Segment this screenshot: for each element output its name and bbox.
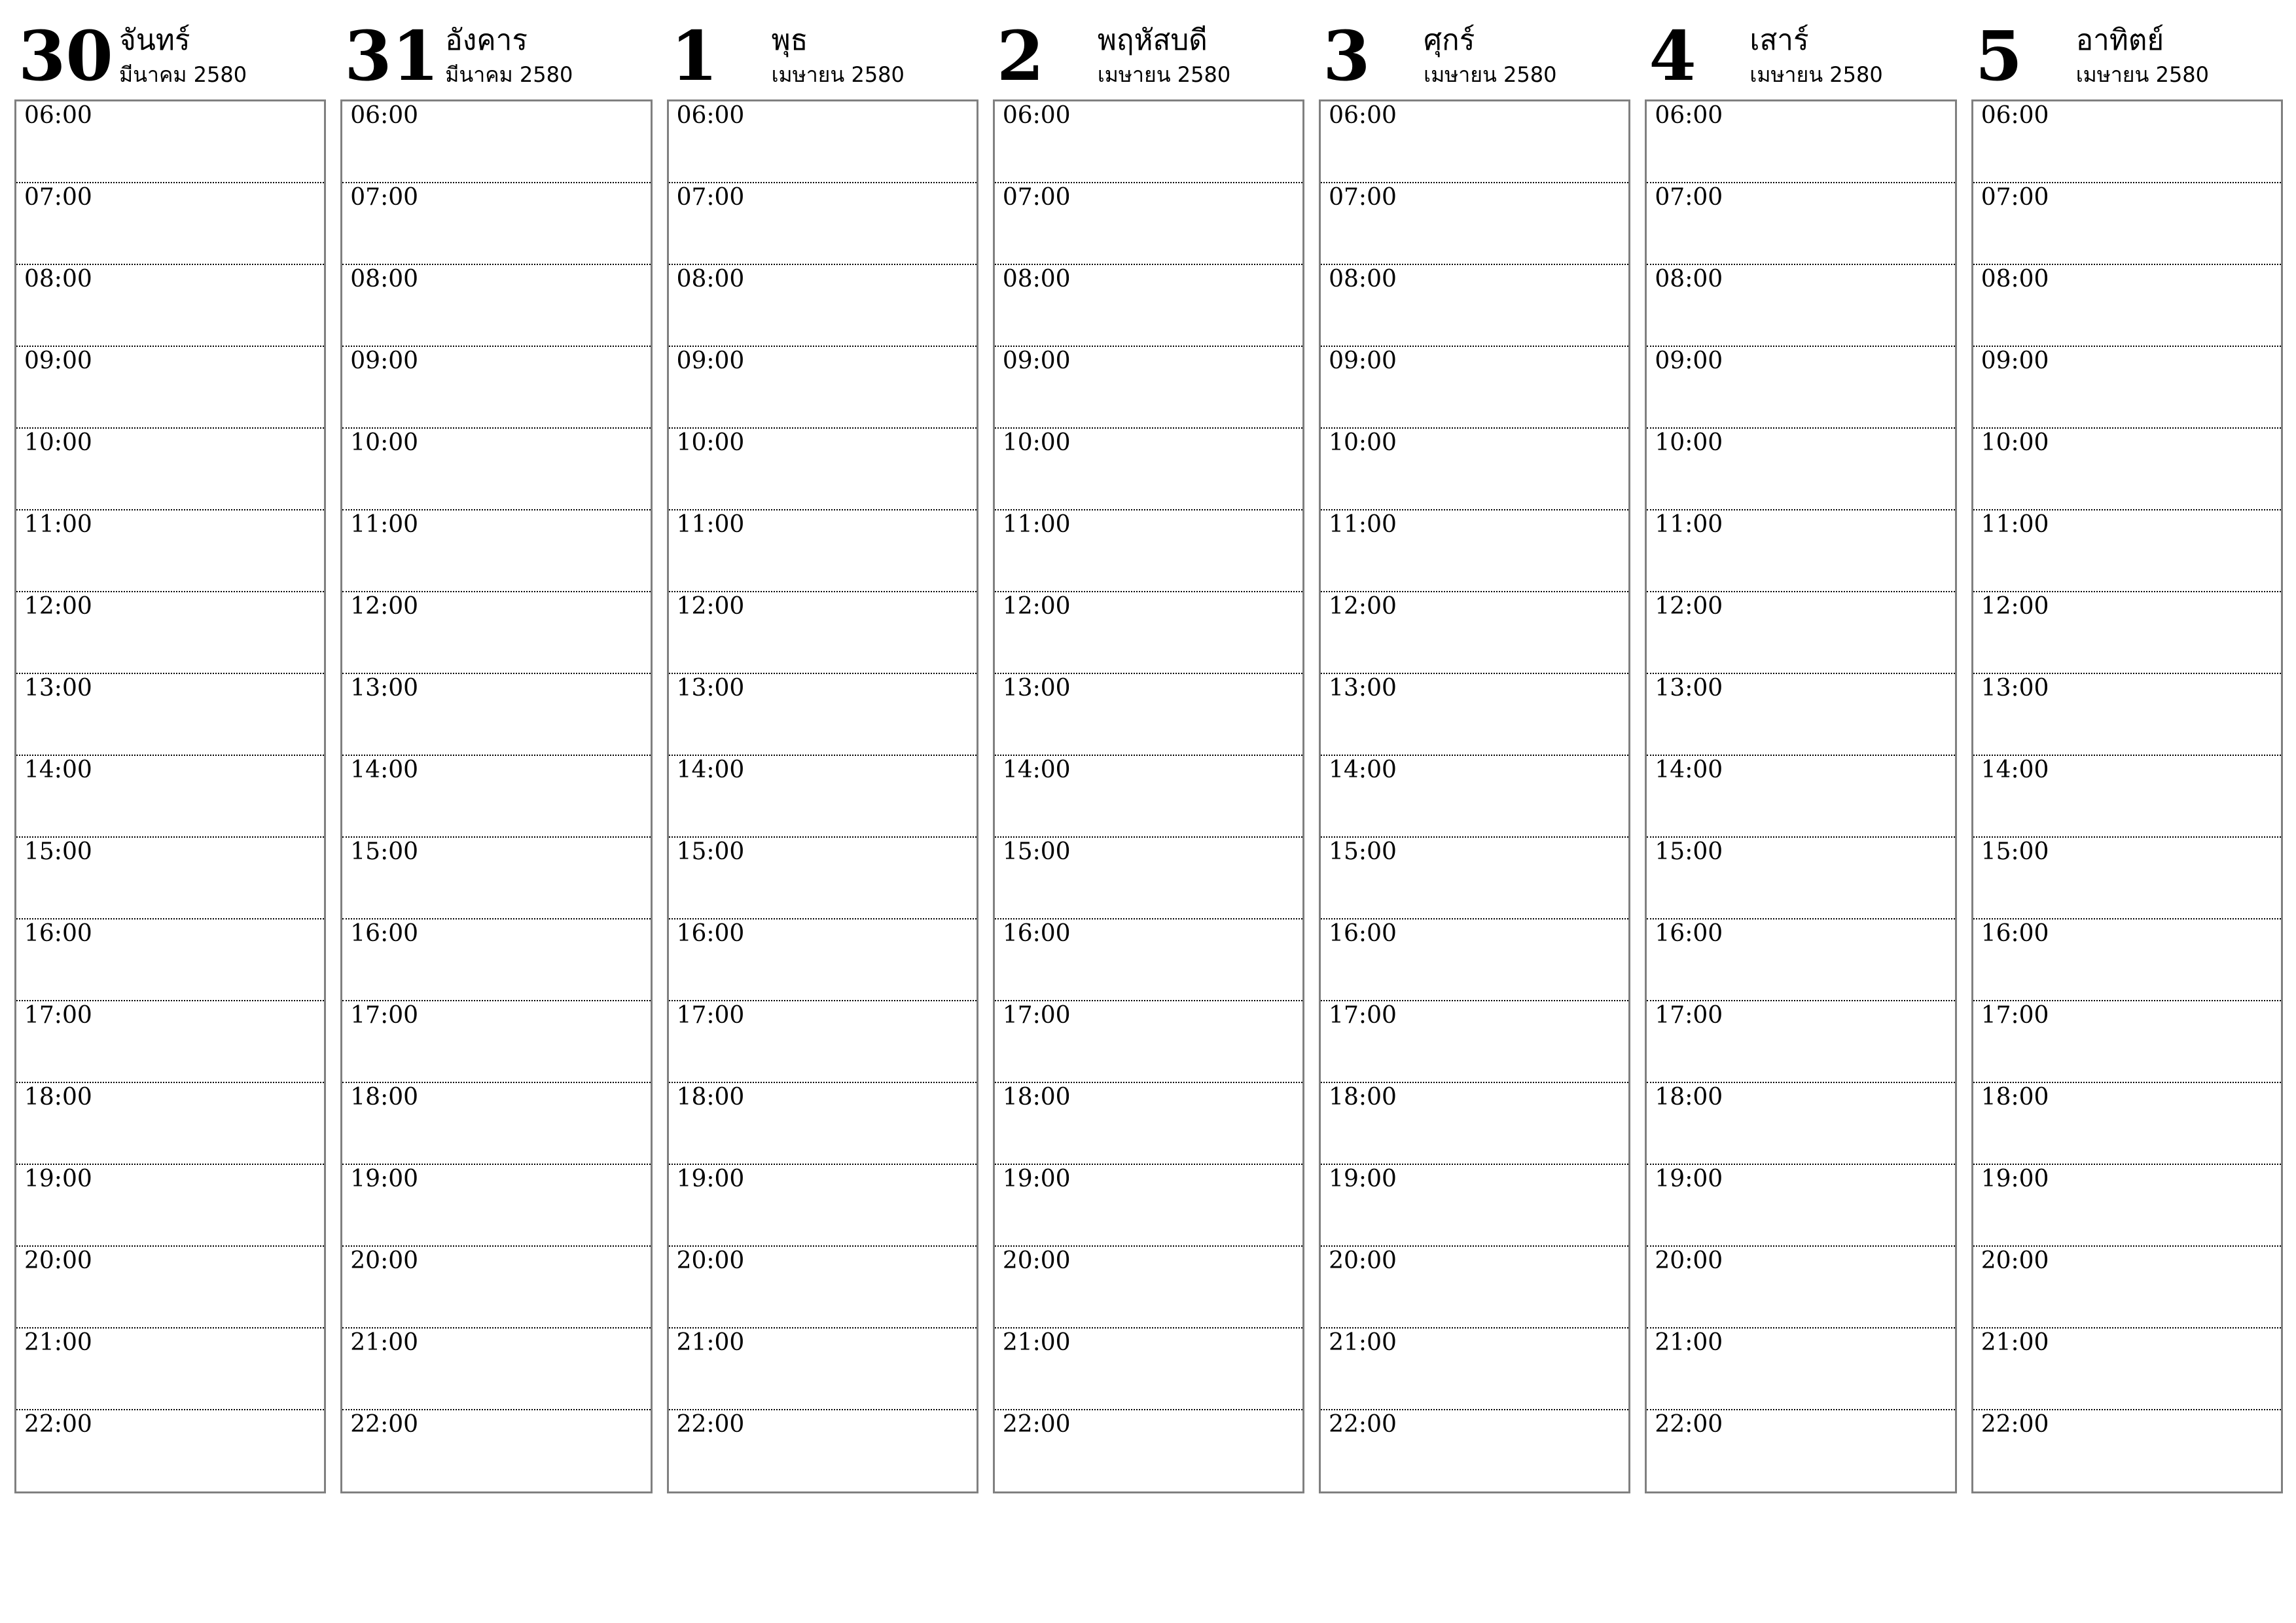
time-slot[interactable] (16, 101, 324, 183)
time-slot[interactable] (1321, 101, 1628, 183)
time-slot[interactable] (16, 510, 324, 592)
time-label: 13:00 (1981, 675, 2049, 702)
time-slot[interactable] (669, 510, 977, 592)
time-slot[interactable] (995, 592, 1302, 674)
time-slot[interactable] (342, 347, 650, 429)
time-label: 11:00 (1329, 511, 1397, 538)
time-slot[interactable] (1647, 265, 1954, 347)
time-slot[interactable] (16, 183, 324, 265)
day-header (1319, 13, 1630, 99)
time-label: 18:00 (1002, 1084, 1071, 1111)
time-label: 15:00 (1002, 838, 1071, 865)
time-label: 20:00 (676, 1247, 745, 1274)
time-slot[interactable] (995, 510, 1302, 592)
time-label: 15:00 (24, 838, 92, 865)
time-slot[interactable] (995, 838, 1302, 919)
time-slot[interactable] (1647, 429, 1954, 510)
time-slot[interactable] (342, 674, 650, 756)
day-month-year: มีนาคม 2580 (445, 62, 573, 87)
time-slot[interactable] (1321, 919, 1628, 1001)
time-slot[interactable] (342, 1083, 650, 1165)
time-slot[interactable] (16, 756, 324, 838)
time-slot[interactable] (342, 756, 650, 838)
time-slot[interactable] (342, 510, 650, 592)
day-number: 2 (996, 16, 1045, 96)
day-column (1645, 13, 1956, 1499)
time-label: 20:00 (1002, 1247, 1071, 1274)
time-slot[interactable] (669, 1247, 977, 1329)
time-label: 08:00 (1981, 266, 2049, 293)
time-label: 20:00 (1981, 1247, 2049, 1274)
time-slot[interactable] (1321, 1165, 1628, 1247)
time-label: 14:00 (1329, 757, 1397, 783)
time-slot[interactable] (1647, 1165, 1954, 1247)
time-label: 17:00 (1655, 1002, 1723, 1029)
time-label: 08:00 (24, 266, 92, 293)
time-slot[interactable] (1647, 1410, 1954, 1491)
time-label: 22:00 (24, 1411, 92, 1438)
time-slot[interactable] (1973, 592, 2281, 674)
time-label: 08:00 (1655, 266, 1723, 293)
time-label: 07:00 (1981, 184, 2049, 211)
day-name: อังคาร (445, 24, 528, 57)
time-label: 18:00 (1655, 1084, 1723, 1111)
time-slot[interactable] (16, 429, 324, 510)
day-name: อาทิตย์ (2075, 24, 2164, 57)
time-label: 10:00 (350, 429, 419, 456)
day-month-year: เมษายน 2580 (2075, 62, 2210, 87)
time-label: 07:00 (350, 184, 419, 211)
time-slot[interactable] (995, 756, 1302, 838)
time-slot[interactable] (1973, 919, 2281, 1001)
time-label: 13:00 (350, 675, 419, 702)
time-slot[interactable] (669, 919, 977, 1001)
time-slot[interactable] (1973, 1247, 2281, 1329)
time-label: 22:00 (1329, 1411, 1397, 1438)
time-slot[interactable] (342, 1001, 650, 1083)
time-label: 20:00 (350, 1247, 419, 1274)
day-number: 4 (1649, 16, 1696, 96)
time-label: 16:00 (1655, 920, 1723, 947)
time-label: 14:00 (1981, 757, 2049, 783)
day-header (1645, 13, 1956, 99)
time-label: 21:00 (350, 1329, 419, 1356)
day-schedule-box (667, 99, 978, 1493)
time-slot[interactable] (669, 674, 977, 756)
time-label: 09:00 (1329, 348, 1397, 374)
time-slot[interactable] (16, 1329, 324, 1410)
time-label: 06:00 (676, 102, 745, 129)
time-label: 12:00 (350, 593, 419, 620)
time-label: 22:00 (1002, 1411, 1071, 1438)
time-slot[interactable] (342, 183, 650, 265)
time-slot[interactable] (995, 1410, 1302, 1491)
time-label: 08:00 (1002, 266, 1071, 293)
time-label: 12:00 (1655, 593, 1723, 620)
time-label: 06:00 (350, 102, 419, 129)
day-header (340, 13, 652, 99)
time-label: 07:00 (1329, 184, 1397, 211)
time-slot[interactable] (342, 838, 650, 919)
time-label: 20:00 (1329, 1247, 1397, 1274)
time-slot[interactable] (1321, 265, 1628, 347)
time-label: 12:00 (1981, 593, 2049, 620)
day-column (14, 13, 326, 1499)
time-slot[interactable] (1973, 674, 2281, 756)
time-label: 15:00 (1329, 838, 1397, 865)
time-slot[interactable] (995, 429, 1302, 510)
time-label: 14:00 (350, 757, 419, 783)
time-slot[interactable] (1321, 1329, 1628, 1410)
time-slot[interactable] (995, 101, 1302, 183)
time-slot[interactable] (1973, 183, 2281, 265)
time-slot[interactable] (1647, 1329, 1954, 1410)
time-slot[interactable] (1321, 838, 1628, 919)
day-name: พฤหัสบดี (1097, 24, 1208, 57)
time-slot[interactable] (669, 265, 977, 347)
time-label: 17:00 (1002, 1002, 1071, 1029)
time-slot[interactable] (1647, 510, 1954, 592)
time-label: 11:00 (24, 511, 92, 538)
time-label: 09:00 (1002, 348, 1071, 374)
time-label: 17:00 (1981, 1002, 2049, 1029)
time-label: 21:00 (676, 1329, 745, 1356)
time-slot[interactable] (995, 183, 1302, 265)
time-slot[interactable] (1321, 674, 1628, 756)
time-slot[interactable] (1973, 1410, 2281, 1491)
time-slot[interactable] (342, 592, 650, 674)
time-label: 13:00 (24, 675, 92, 702)
day-month-year: เมษายน 2580 (1097, 62, 1231, 87)
time-label: 22:00 (676, 1411, 745, 1438)
time-slot[interactable] (1321, 429, 1628, 510)
time-slot[interactable] (1973, 838, 2281, 919)
time-slot[interactable] (995, 347, 1302, 429)
time-label: 21:00 (1329, 1329, 1397, 1356)
time-slot[interactable] (1321, 756, 1628, 838)
day-schedule-box (1971, 99, 2283, 1493)
time-slot[interactable] (16, 838, 324, 919)
time-slot[interactable] (1647, 1001, 1954, 1083)
day-column (667, 13, 978, 1499)
time-slot[interactable] (1647, 183, 1954, 265)
time-label: 07:00 (1002, 184, 1071, 211)
time-slot[interactable] (1647, 347, 1954, 429)
time-slot[interactable] (342, 1410, 650, 1491)
day-header (667, 13, 978, 99)
time-label: 16:00 (1981, 920, 2049, 947)
day-number: 5 (1975, 16, 2023, 96)
time-label: 07:00 (24, 184, 92, 211)
time-label: 07:00 (1655, 184, 1723, 211)
time-slot[interactable] (1973, 101, 2281, 183)
time-label: 16:00 (676, 920, 745, 947)
time-label: 22:00 (350, 1411, 419, 1438)
time-slot[interactable] (1647, 1247, 1954, 1329)
time-slot[interactable] (1321, 183, 1628, 265)
time-label: 13:00 (1329, 675, 1397, 702)
time-slot[interactable] (1647, 838, 1954, 919)
time-slot[interactable] (669, 1001, 977, 1083)
time-label: 16:00 (1329, 920, 1397, 947)
day-name: จันทร์ (119, 24, 190, 57)
day-schedule-box (14, 99, 326, 1493)
time-label: 06:00 (1655, 102, 1723, 129)
time-slot[interactable] (1321, 510, 1628, 592)
time-label: 11:00 (1655, 511, 1723, 538)
day-number: 3 (1323, 16, 1371, 96)
time-slot[interactable] (16, 265, 324, 347)
time-label: 15:00 (676, 838, 745, 865)
time-slot[interactable] (342, 429, 650, 510)
time-label: 14:00 (24, 757, 92, 783)
time-label: 12:00 (1329, 593, 1397, 620)
time-slot[interactable] (16, 674, 324, 756)
day-name: พุธ (771, 24, 808, 57)
time-label: 09:00 (1981, 348, 2049, 374)
time-label: 19:00 (676, 1166, 745, 1192)
day-number: 31 (344, 16, 440, 96)
time-label: 21:00 (1655, 1329, 1723, 1356)
time-slot[interactable] (1647, 756, 1954, 838)
time-slot[interactable] (16, 592, 324, 674)
time-label: 21:00 (24, 1329, 92, 1356)
time-slot[interactable] (995, 265, 1302, 347)
time-slot[interactable] (995, 1083, 1302, 1165)
time-slot[interactable] (669, 1165, 977, 1247)
time-label: 13:00 (676, 675, 745, 702)
time-slot[interactable] (1973, 265, 2281, 347)
time-slot[interactable] (16, 347, 324, 429)
time-label: 17:00 (676, 1002, 745, 1029)
time-slot[interactable] (16, 1001, 324, 1083)
time-label: 20:00 (1655, 1247, 1723, 1274)
time-label: 11:00 (1002, 511, 1071, 538)
time-slot[interactable] (342, 265, 650, 347)
time-slot[interactable] (1973, 1329, 2281, 1410)
time-slot[interactable] (1973, 347, 2281, 429)
time-label: 10:00 (676, 429, 745, 456)
time-slot[interactable] (1321, 1001, 1628, 1083)
time-label: 10:00 (1655, 429, 1723, 456)
time-label: 19:00 (1329, 1166, 1397, 1192)
time-label: 18:00 (24, 1084, 92, 1111)
time-label: 11:00 (350, 511, 419, 538)
time-label: 14:00 (1002, 757, 1071, 783)
time-label: 22:00 (1655, 1411, 1723, 1438)
time-label: 16:00 (350, 920, 419, 947)
time-label: 09:00 (676, 348, 745, 374)
time-slot[interactable] (1321, 1410, 1628, 1491)
day-number: 30 (18, 16, 113, 96)
time-slot[interactable] (342, 919, 650, 1001)
time-label: 17:00 (350, 1002, 419, 1029)
time-slot[interactable] (1647, 592, 1954, 674)
time-slot[interactable] (1973, 1001, 2281, 1083)
time-slot[interactable] (1973, 756, 2281, 838)
time-label: 18:00 (1329, 1084, 1397, 1111)
time-slot[interactable] (995, 919, 1302, 1001)
time-slot[interactable] (342, 1329, 650, 1410)
time-label: 13:00 (1002, 675, 1071, 702)
time-label: 16:00 (24, 920, 92, 947)
time-label: 08:00 (350, 266, 419, 293)
time-label: 18:00 (350, 1084, 419, 1111)
time-label: 07:00 (676, 184, 745, 211)
time-label: 11:00 (676, 511, 745, 538)
time-slot[interactable] (16, 1165, 324, 1247)
time-slot[interactable] (995, 1329, 1302, 1410)
time-slot[interactable] (669, 838, 977, 919)
time-label: 18:00 (1981, 1084, 2049, 1111)
weekly-planner (14, 13, 2283, 1499)
time-slot[interactable] (342, 1165, 650, 1247)
time-label: 15:00 (1655, 838, 1723, 865)
time-label: 21:00 (1981, 1329, 2049, 1356)
day-schedule-box (1645, 99, 1956, 1493)
time-slot[interactable] (995, 1165, 1302, 1247)
time-slot[interactable] (995, 1001, 1302, 1083)
day-header (993, 13, 1304, 99)
time-label: 15:00 (1981, 838, 2049, 865)
time-label: 06:00 (1329, 102, 1397, 129)
time-slot[interactable] (669, 756, 977, 838)
day-month-year: เมษายน 2580 (1424, 62, 1557, 87)
day-schedule-box (993, 99, 1304, 1493)
time-label: 22:00 (1981, 1411, 2049, 1438)
time-label: 16:00 (1002, 920, 1071, 947)
day-name: ศุกร์ (1424, 24, 1475, 57)
time-label: 14:00 (1655, 757, 1723, 783)
time-label: 10:00 (1329, 429, 1397, 456)
day-month-year: มีนาคม 2580 (119, 62, 247, 87)
time-label: 10:00 (24, 429, 92, 456)
time-slot[interactable] (1647, 101, 1954, 183)
day-name: เสาร์ (1749, 24, 1809, 57)
time-label: 06:00 (1002, 102, 1071, 129)
time-label: 09:00 (24, 348, 92, 374)
time-label: 12:00 (676, 593, 745, 620)
time-label: 21:00 (1002, 1329, 1071, 1356)
time-slot[interactable] (1321, 592, 1628, 674)
time-slot[interactable] (669, 1410, 977, 1491)
time-slot[interactable] (342, 1247, 650, 1329)
time-slot[interactable] (669, 1329, 977, 1410)
time-label: 17:00 (1329, 1002, 1397, 1029)
time-label: 09:00 (1655, 348, 1723, 374)
day-month-year: เมษายน 2580 (1749, 62, 1883, 87)
time-slot[interactable] (16, 1410, 324, 1491)
time-slot[interactable] (669, 1083, 977, 1165)
time-slot[interactable] (1973, 1165, 2281, 1247)
day-month-year: เมษายน 2580 (771, 62, 905, 87)
time-slot[interactable] (1321, 1083, 1628, 1165)
day-header (1971, 13, 2283, 99)
time-slot[interactable] (669, 347, 977, 429)
time-slot[interactable] (1647, 1083, 1954, 1165)
time-label: 19:00 (350, 1166, 419, 1192)
time-slot[interactable] (16, 919, 324, 1001)
time-slot[interactable] (1321, 1247, 1628, 1329)
time-slot[interactable] (669, 101, 977, 183)
time-slot[interactable] (1973, 510, 2281, 592)
time-label: 08:00 (1329, 266, 1397, 293)
time-slot[interactable] (1647, 919, 1954, 1001)
time-label: 19:00 (1981, 1166, 2049, 1192)
time-label: 20:00 (24, 1247, 92, 1274)
time-label: 12:00 (1002, 593, 1071, 620)
day-column (1971, 13, 2283, 1499)
time-label: 15:00 (350, 838, 419, 865)
time-slot[interactable] (1973, 1083, 2281, 1165)
time-slot[interactable] (1647, 674, 1954, 756)
time-slot[interactable] (995, 1247, 1302, 1329)
time-label: 08:00 (676, 266, 745, 293)
time-slot[interactable] (995, 674, 1302, 756)
time-slot[interactable] (16, 1083, 324, 1165)
day-number: 1 (670, 16, 718, 96)
time-label: 19:00 (1002, 1166, 1071, 1192)
time-label: 10:00 (1002, 429, 1071, 456)
time-slot[interactable] (342, 101, 650, 183)
time-slot[interactable] (669, 429, 977, 510)
day-column (993, 13, 1304, 1499)
time-label: 19:00 (1655, 1166, 1723, 1192)
day-header (14, 13, 326, 99)
time-label: 14:00 (676, 757, 745, 783)
day-column (1319, 13, 1630, 1499)
time-slot[interactable] (1973, 429, 2281, 510)
day-column (340, 13, 652, 1499)
day-schedule-box (340, 99, 652, 1493)
time-label: 10:00 (1981, 429, 2049, 456)
time-slot[interactable] (1321, 347, 1628, 429)
time-label: 09:00 (350, 348, 419, 374)
time-slot[interactable] (669, 183, 977, 265)
time-slot[interactable] (669, 592, 977, 674)
time-label: 06:00 (24, 102, 92, 129)
time-label: 18:00 (676, 1084, 745, 1111)
time-label: 19:00 (24, 1166, 92, 1192)
time-label: 11:00 (1981, 511, 2049, 538)
time-slot[interactable] (16, 1247, 324, 1329)
time-label: 06:00 (1981, 102, 2049, 129)
time-label: 13:00 (1655, 675, 1723, 702)
time-label: 17:00 (24, 1002, 92, 1029)
time-label: 12:00 (24, 593, 92, 620)
day-schedule-box (1319, 99, 1630, 1493)
